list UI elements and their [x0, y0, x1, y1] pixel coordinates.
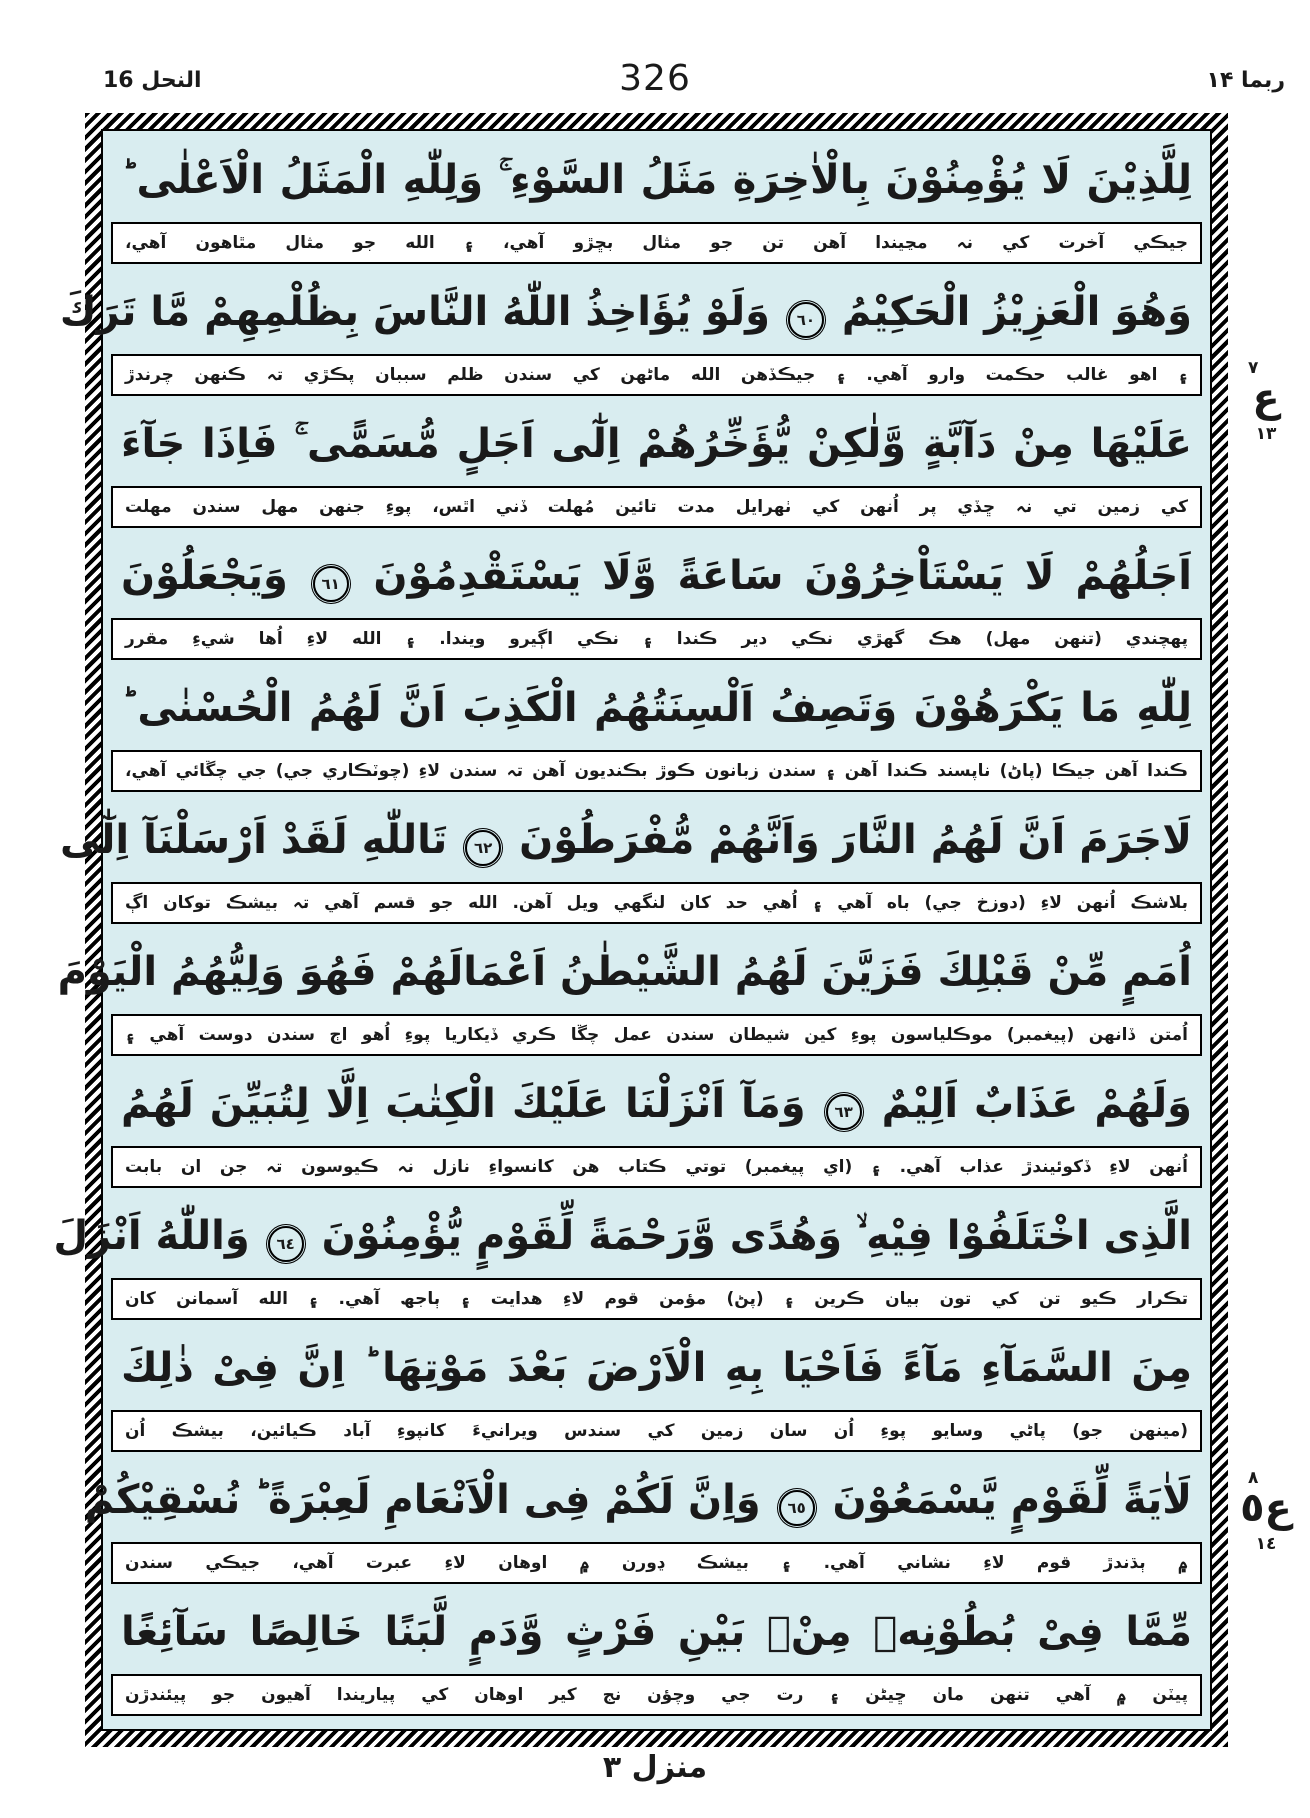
arabic-text-segment: لِلَّذِيْنَ لَا يُؤْمِنُوْنَ بِالْاٰخِرَةِ مَثَلُ السَّوْءِ ۚ وَلِلّٰهِ الْمَثَلُ الْاَعْلٰى ؕ — [121, 157, 1192, 203]
quran-arabic-line — [109, 138, 1204, 222]
arabic-text-segment: وَاِنَّ لَكُمْ فِى الْاَنْعَامِ لَعِبْرَةً ؕ نُسْقِيْكُمْ — [84, 1477, 761, 1523]
ruku-ain-symbol: ع٥ — [1240, 1485, 1292, 1531]
quran-arabic-line — [59, 270, 1204, 354]
translation-line: پيٽن ۾ آهي تنهن مان ڇيڻن ۽ رت جي وچؤن نج کير اوهان کي پياريندا آهيون جو پيئندڙن — [111, 1674, 1202, 1716]
juz-name-label: ربما ۱۴ — [1206, 68, 1285, 93]
verse-end-marker: ٦٤ — [268, 1226, 304, 1262]
arabic-text-segment: عَلَيْهَا مِنْ دَآبَّةٍ وَّلٰكِنْ يُّؤَخِّرُهُمْ اِلٰٓى اَجَلٍ مُّسَمًّى ۚ فَاِذَا جَآءَ — [121, 421, 1192, 467]
ruku-ain-symbol: ع — [1252, 375, 1280, 421]
arabic-text-segment: اَجَلُهُمْ لَا يَسْتَاْخِرُوْنَ سَاعَةً وَّلَا يَسْتَقْدِمُوْنَ — [373, 553, 1192, 599]
verse-end-marker: ٦٥ — [779, 1490, 815, 1526]
text-panel — [53, 129, 1212, 1731]
quran-arabic-line — [109, 534, 1204, 618]
ornamental-border-frame — [53, 113, 1228, 1747]
arabic-text-segment: مِنَ السَّمَآءِ مَآءً فَاَحْيَا بِهِ الْاَرْضَ بَعْدَ مَوْتِهَا ؕ اِنَّ فِىْ ذٰلِكَ — [121, 1345, 1192, 1391]
ruku-marker — [1230, 1468, 1302, 1554]
quran-arabic-line — [84, 1458, 1204, 1542]
ruku-number-bottom: ١٤ — [1255, 1534, 1277, 1554]
quran-arabic-line — [109, 402, 1204, 486]
arabic-text-segment: لِلّٰهِ مَا يَكْرَهُوْنَ وَتَصِفُ اَلْسِنَتُهُمُ الْكَذِبَ اَنَّ لَهُمُ الْحُسْنٰى ؕ — [121, 685, 1192, 731]
arabic-text-segment: وَهُوَ الْعَزِيْزُ الْحَكِيْمُ — [841, 289, 1192, 335]
arabic-text-segment: لَاٰيَةً لِّقَوْمٍ يَّسْمَعُوْنَ — [832, 1477, 1192, 1523]
translation-line: اُنهن لاءِ ڏکوئيندڙ عذاب آهي. ۽ (اي پيغمبر) توتي ڪتاب هن کانسواءِ نازل نہ ڪيوسون تہ جن ان بابت — [111, 1146, 1202, 1188]
quran-arabic-line — [109, 1326, 1204, 1410]
arabic-text-segment: مِّمَّا فِىْ بُطُوْنِهٖ مِنْۢ بَيْنِ فَرْثٍ وَّدَمٍ لَّبَنًا خَالِصًا سَآئِغًا — [121, 1609, 1192, 1655]
arabic-text-segment: لَاجَرَمَ اَنَّ لَهُمُ النَّارَ وَاَنَّهُمْ مُّفْرَطُوْنَ — [519, 817, 1192, 863]
verse-end-marker: ٦٠ — [788, 302, 824, 338]
ruku-marker — [1230, 358, 1302, 444]
translation-line: جيڪي آخرت کي نہ مڃيندا آهن تن جو مثال بڇڙو آهي، ۽ الله جو مثال مٿاهون آهي، — [111, 222, 1202, 264]
quran-arabic-line — [53, 1194, 1204, 1278]
translation-line: (مينهن جو) پاڻي وسايو پوءِ اُن سان زمين کي سندس ويرانيءَ کانپوءِ آباد ڪيائين، بيشڪ اُن — [111, 1410, 1202, 1452]
translation-line: تڪرار ڪيو تن کي تون بيان ڪرين ۽ (پڻ) مؤمن قوم لاءِ هدايت ۽ ٻاجھ آهي. ۽ الله آسمانن کان — [111, 1278, 1202, 1320]
arabic-text-segment: الَّذِى اخْتَلَفُوْا فِيْهِ ۙ وَهُدًى وَّرَحْمَةً لِّقَوْمٍ يُّؤْمِنُوْنَ — [321, 1213, 1192, 1259]
ruku-number-top: ٧ — [1248, 358, 1259, 378]
manzil-label: منزل ٣ — [602, 1750, 708, 1785]
verse-end-marker: ٦٢ — [465, 830, 501, 866]
arabic-text-segment: تَاللّٰهِ لَقَدْ اَرْسَلْنَآ اِلٰٓى — [59, 817, 448, 863]
quran-arabic-line — [109, 1590, 1204, 1674]
quran-arabic-line — [109, 1062, 1204, 1146]
ruku-number-bottom: ١٣ — [1255, 424, 1277, 444]
translation-line: ڪندا آهن جيڪا (پاڻ) ناپسند ڪندا آهن ۽ سندن زبانون ڪوڙ بڪنديون آهن تہ سندن لاءِ (چوٽڪاري جي) جي چڱائي آهي، — [111, 750, 1202, 792]
arabic-text-segment: وَيَجْعَلُوْنَ — [121, 553, 288, 599]
quran-arabic-line — [109, 666, 1204, 750]
verse-end-marker: ٦١ — [313, 566, 349, 602]
page-number: 326 — [619, 58, 691, 99]
surah-name-label: النحل 16 — [103, 68, 202, 93]
quran-arabic-line — [59, 798, 1204, 882]
arabic-text-segment: اُمَمٍ مِّنْ قَبْلِكَ فَزَيَّنَ لَهُمُ الشَّيْطٰنُ اَعْمَالَهُمْ فَهُوَ وَلِيُّهُمُ الْيَوْمَ — [57, 949, 1192, 995]
translation-line: اُمتن ڏانهن (پيغمبر) موڪلياسون پوءِ کين شيطان سندن عمل چڱا ڪري ڏيکاريا پوءِ اُهو اڄ سندن دوست آهي ۽ — [111, 1014, 1202, 1056]
arabic-text-segment: وَلَوْ يُؤَاخِذُ اللّٰهُ النَّاسَ بِظُلْمِهِمْ مَّا تَرَكَ — [59, 289, 770, 335]
ruku-number-top: ٨ — [1248, 1468, 1259, 1488]
translation-line: ۾ ٻڌندڙ قوم لاءِ نشاني آهي. ۽ بيشڪ ڍورن ۾ اوهان لاءِ عبرت آهي، جيڪي سندن — [111, 1542, 1202, 1584]
verse-end-marker: ٦٣ — [826, 1094, 862, 1130]
page-header — [0, 58, 1310, 110]
translation-line: بلاشڪ اُنهن لاءِ (دوزخ جي) باه آهي ۽ اُهي حد کان لنگهي ويل آهن. الله جو قسم آهي تہ بيشڪ توکان اڳ — [111, 882, 1202, 924]
arabic-text-segment: وَمَآ اَنْزَلْنَا عَلَيْكَ الْكِتٰبَ اِلَّا لِتُبَيِّنَ لَهُمُ — [121, 1081, 806, 1127]
arabic-text-segment: وَلَهُمْ عَذَابٌ اَلِيْمٌ — [881, 1081, 1192, 1127]
translation-line: پهچندي (تنهن مهل) هڪ گهڙي نڪي دير ڪندا ۽ نڪي اڳيرو ويندا. ۽ الله لاءِ اُها شيءِ مقرر — [111, 618, 1202, 660]
translation-line: کي زمين تي نہ ڇڏي پر اُنهن کي ٺهرايل مدت تائين مُهلت ڏني اٿس، پوءِ جنهن مهل سندن مهلت — [111, 486, 1202, 528]
quran-arabic-line — [57, 930, 1204, 1014]
arabic-text-segment: وَاللّٰهُ اَنْزَلَ — [53, 1213, 250, 1259]
translation-line: ۽ اهو غالب حڪمت وارو آهي. ۽ جيڪڏهن الله ماڻهن کي سندن ظلم سببان پڪڙي تہ ڪنهن چرندڙ — [111, 354, 1202, 396]
